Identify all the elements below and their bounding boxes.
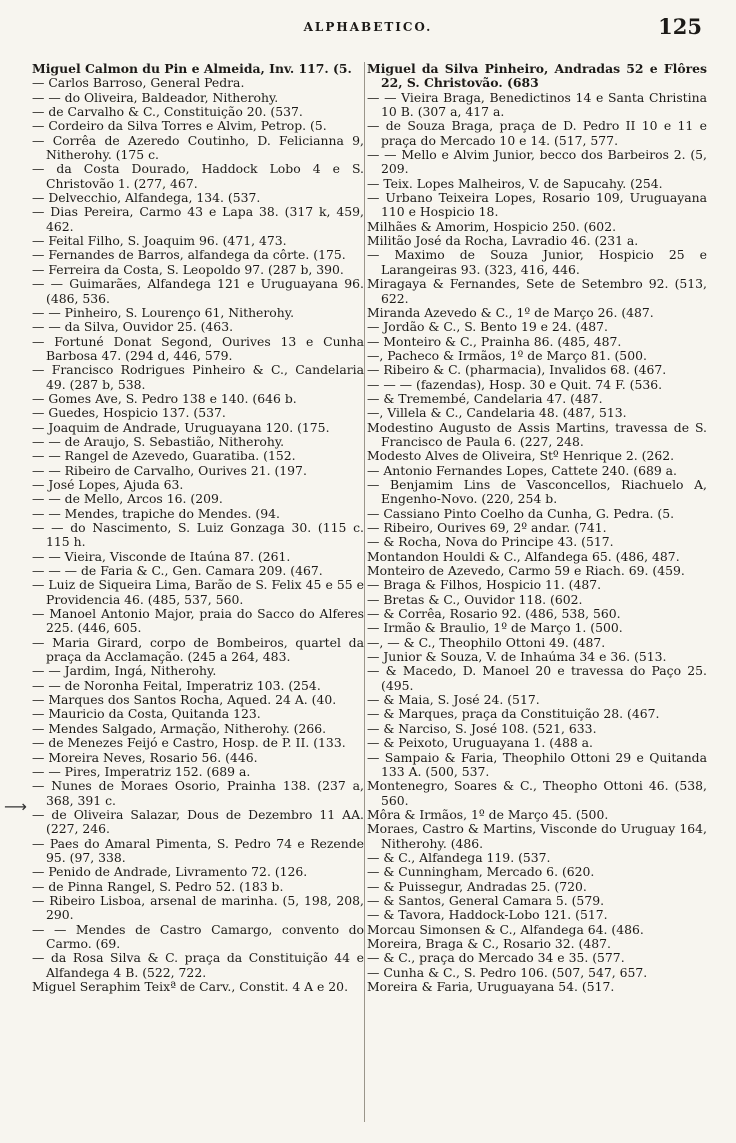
directory-entry: Môra & Irmãos, 1º de Março 45. (500. [367,806,609,822]
page-header [0,14,736,40]
directory-entry: — de Souza Braga, praça de D. Pedro II 10 e 11 e praça do Mercado 10 e 14. (517, 577. [367,118,707,148]
directory-entry: — Braga & Filhos, Hospicio 11. (487. [367,577,602,593]
directory-entry: — Irmão & Braulio, 1º de Março 1. (500. [367,620,623,636]
directory-entry: — & Cunningham, Mercado 6. (620. [367,864,595,880]
directory-entry: — Gomes Ave, S. Pedro 138 e 140. (646 b. [32,390,297,406]
directory-entry: —, Villela & C., Candelaria 48. (487, 513. [367,405,627,421]
directory-entry: Modestino Augusto de Assis Martins, travessa de S. Francisco de Paula 6. (227, 248. [367,419,707,449]
directory-entry: Miguel da Silva Pinheiro, Andradas 52 e Flôres 22, S. Christovão. (683 [367,62,707,91]
directory-entry: Modesto Alves de Oliveira, Stº Henrique 2. (262. [367,448,675,464]
directory-entry: — Benjamim Lins de Vasconcellos, Riachuelo A, Engenho-Novo. (220, 254 b. [367,476,707,507]
directory-entry: — & Maia, S. José 24. (517. [367,692,540,708]
directory-entry: — & Puissegur, Andradas 25. (720. [367,878,587,894]
directory-entry: Montenegro, Soares & C., Theopho Ottoni 46. (538, 560. [367,778,707,808]
directory-entry: — — Rangel de Azevedo, Guaratiba. (152. [32,448,296,464]
directory-entry: Militão José da Rocha, Lavradio 46. (231 a. [367,233,639,249]
directory-entry: Miguel Seraphim Teixª de Carv., Constit. 4 A e 20. [32,979,349,994]
directory-entry: Moreira & Faria, Uruguayana 54. (517. [367,979,615,994]
directory-entry: — & Santos, General Camara 5. (579. [367,892,605,908]
directory-entry: — — Pinheiro, S. Lourenço 61, Nitherohy. [32,304,295,320]
directory-entry: — — Mendes, trapiche do Mendes. (94. [32,505,280,521]
directory-entry: — & Corrêa, Rosario 92. (486, 538, 560. [367,606,621,622]
directory-entry: — — Ribeiro de Carvalho, Ourives 21. (197. [32,462,307,478]
directory-entry: — da Rosa Silva & C. praça da Constituição 44 e Alfandega 4 B. (522, 722. [32,950,364,980]
directory-entry: — Feital Filho, S. Joaquim 96. (471, 473. [32,233,287,249]
directory-entry: Moreira, Braga & C., Rosario 32. (487. [367,935,611,951]
directory-entry: Milhães & Amorim, Hospicio 250. (602. [367,218,617,234]
directory-entry: — Penido de Andrade, Livramento 72. (126. [32,864,308,880]
directory-entry: — & Marques, praça da Constituição 28. (467. [367,706,660,722]
directory-entry: Morcau Simonsen & C., Alfandega 64. (486. [367,921,644,937]
directory-entry: — Antonio Fernandes Lopes, Cattete 240. (689 a. [367,462,677,478]
right-column [367,62,707,1123]
directory-entry: — Carlos Barroso, General Pedra. [32,75,245,91]
directory-entry: — Luiz de Siqueira Lima, Barão de S. Felix 45 e 55 e Providencia 46. (485, 537, 560. [32,577,364,607]
directory-entry: —, Pacheco & Irmãos, 1º de Março 81. (500. [367,347,647,363]
directory-entry: — Moreira Neves, Rosario 56. (446. [32,749,258,765]
directory-entry: — & Macedo, D. Manoel 20 e travessa do Paço 25. (495. [367,663,707,693]
page-number: 125 [658,14,702,39]
directory-entry: — Jordão & C., S. Bento 19 e 24. (487. [367,319,608,335]
directory-entry: — Mauricio da Costa, Quitanda 123. [32,706,261,722]
directory-entry: — — Mello e Alvim Junior, becco dos Barbeiros 2. (5, 209. [367,147,707,177]
directory-entry: — Fernandes de Barros, alfandega da côrte. (175. [32,247,346,263]
directory-entry: — Nunes de Moraes Osorio, Prainha 138. (237 a, 368, 391 c. [32,778,364,808]
directory-entry: — & Narciso, S. José 108. (521, 633. [367,720,597,736]
directory-entry: — — — de Faria & C., Gen. Camara 209. (467. [32,563,323,579]
directory-entry: — Maximo de Souza Junior, Hospicio 25 e Larangeiras 93. (323, 416, 446. [367,247,707,277]
directory-entry: — Corrêa de Azeredo Coutinho, D. Felicianna 9, Nitherohy. (175 c. [32,132,364,163]
directory-entry: — & Peixoto, Uruguayana 1. (488 a. [367,735,593,751]
directory-entry: — Cordeiro da Silva Torres e Alvim, Petrop. (5. [32,118,327,134]
directory-entry: — Monteiro & C., Prainha 86. (485, 487. [367,333,622,349]
directory-entry: — — Mendes de Castro Camargo, convento do Carmo. (69. [32,921,364,951]
directory-entry: — & Tavora, Haddock-Lobo 121. (517. [367,907,608,923]
directory-entry: Monteiro de Azevedo, Carmo 59 e Riach. 69. (459. [367,563,685,579]
directory-entry: — — de Noronha Feital, Imperatriz 103. (254. [32,677,321,693]
directory-entry: — & C., Alfandega 119. (537. [367,849,551,865]
directory-entry: — & C., praça do Mercado 34 e 35. (577. [367,950,625,966]
directory-entry: — Manoel Antonio Major, praia do Sacco do Alferes 225. (446, 605. [32,606,364,636]
directory-entry: — — Pires, Imperatriz 152. (689 a. [32,763,251,779]
column-divider [364,62,365,1122]
directory-entry: — Junior & Souza, V. de Inhaúma 34 e 36. (513. [367,649,667,665]
directory-entry: — de Oliveira Salazar, Dous de Dezembro 11 AA. (227, 246. [32,806,364,837]
directory-entry: — — de Araujo, S. Sebastião, Nitherohy. [32,433,285,449]
directory-entry: — Sampaio & Faria, Theophilo Ottoni 29 e Quitanda 133 A. (500, 537. [367,749,707,779]
directory-entry: — Mendes Salgado, Armação, Nitherohy. (266. [32,720,327,736]
directory-entry: — Ribeiro, Ourives 69, 2º andar. (741. [367,520,607,535]
directory-entry: — de Menezes Feijó e Castro, Hosp. de P. II. (133. [32,735,346,751]
directory-entry: Moraes, Castro & Martins, Visconde do Uruguay 164, Nitherohy. (486. [367,821,707,851]
directory-entry: — Fortuné Donat Segond, Ourives 13 e Cunha Barbosa 47. (294 d, 446, 579. [32,333,364,363]
directory-entry: — Guedes, Hospicio 137. (537. [32,405,226,421]
directory-entry: —, — & C., Theophilo Ottoni 49. (487. [367,634,606,650]
directory-entry: — Bretas & C., Ouvidor 118. (602. [367,591,583,607]
directory-entry: — — Jardim, Ingá, Nitherohy. [32,663,217,679]
page-title: ALPHABETICO. [303,20,433,34]
directory-entry: — Ferreira da Costa, S. Leopoldo 97. (287 b, 390. [32,261,344,277]
directory-entry: Miguel Calmon du Pin e Almeida, Inv. 117. (5. [32,62,352,76]
directory-entry: — Joaquim de Andrade, Uruguayana 120. (175. [32,419,330,435]
directory-entry: — — Vieira, Visconde de Itaúna 87. (261. [32,548,291,564]
directory-entry: — — do Oliveira, Baldeador, Nitherohy. [32,89,279,105]
directory-entry: — — — (fazendas), Hosp. 30 e Quit. 74 F. (536. [367,376,663,392]
directory-entry: — Delvecchio, Alfandega, 134. (537. [32,190,261,206]
directory-entry: — Cassiano Pinto Coelho da Cunha, G. Pedra. (5. [367,505,675,521]
directory-entry: — — Vieira Braga, Benedictinos 14 e Santa Christina 10 B. (307 a, 417 a. [367,89,707,120]
directory-entry: — — de Mello, Arcos 16. (209. [32,491,223,507]
directory-entry: — & Rocha, Nova do Principe 43. (517. [367,534,614,550]
directory-entry: — — do Nascimento, S. Luiz Gonzaga 30. (115 c. 115 h. [32,520,364,550]
directory-entry: Montandon Houldi & C., Alfandega 65. (486, 487. [367,548,680,564]
directory-entry: — Paes do Amaral Pimenta, S. Pedro 74 e Rezende 95. (97, 338. [32,835,364,865]
directory-entry: — Marques dos Santos Rocha, Aqued. 24 A. (40. [32,692,337,708]
directory-entry: Miranda Azevedo & C., 1º de Março 26. (487. [367,304,654,320]
directory-entry: — Ribeiro Lisboa, arsenal de marinha. (5, 198, 208, 290. [32,892,364,923]
directory-entry: — Maria Girard, corpo de Bombeiros, quartel da praça da Acclamação. (245 a 264, 483. [32,634,364,665]
directory-entry: — Urbano Teixeira Lopes, Rosario 109, Uruguayana 110 e Hospicio 18. [367,190,707,220]
directory-entry: Miragaya & Fernandes, Sete de Setembro 92. (513, 622. [367,276,707,306]
directory-entry: — da Costa Dourado, Haddock Lobo 4 e S. Christovão 1. (277, 467. [32,161,364,191]
directory-entry: — de Pinna Rangel, S. Pedro 52. (183 b. [32,878,284,894]
directory-entry: — — Guimarães, Alfandega 121 e Uruguayana 96. (486, 536. [32,276,364,306]
directory-entry: — — da Silva, Ouvidor 25. (463. [32,319,234,335]
directory-entry: — Francisco Rodrigues Pinheiro & C., Candelaria 49. (287 b, 538. [32,362,364,392]
directory-entry: — Teix. Lopes Malheiros, V. de Sapucahy. (254. [367,175,663,191]
directory-entry: — José Lopes, Ajuda 63. [32,476,184,492]
margin-arrow-mark: ⟶ [4,797,27,816]
left-column [32,62,364,1123]
directory-entry: — Dias Pereira, Carmo 43 e Lapa 38. (317 k, 459, 462. [32,204,364,234]
directory-entry: — Ribeiro & C. (pharmacia), Invalidos 68. (467. [367,362,667,378]
directory-entry: — & Tremembé, Candelaria 47. (487. [367,390,603,406]
directory-entry: — de Carvalho & C., Constituição 20. (537. [32,104,303,120]
directory-entry: — Cunha & C., S. Pedro 106. (507, 547, 657. [367,964,648,980]
